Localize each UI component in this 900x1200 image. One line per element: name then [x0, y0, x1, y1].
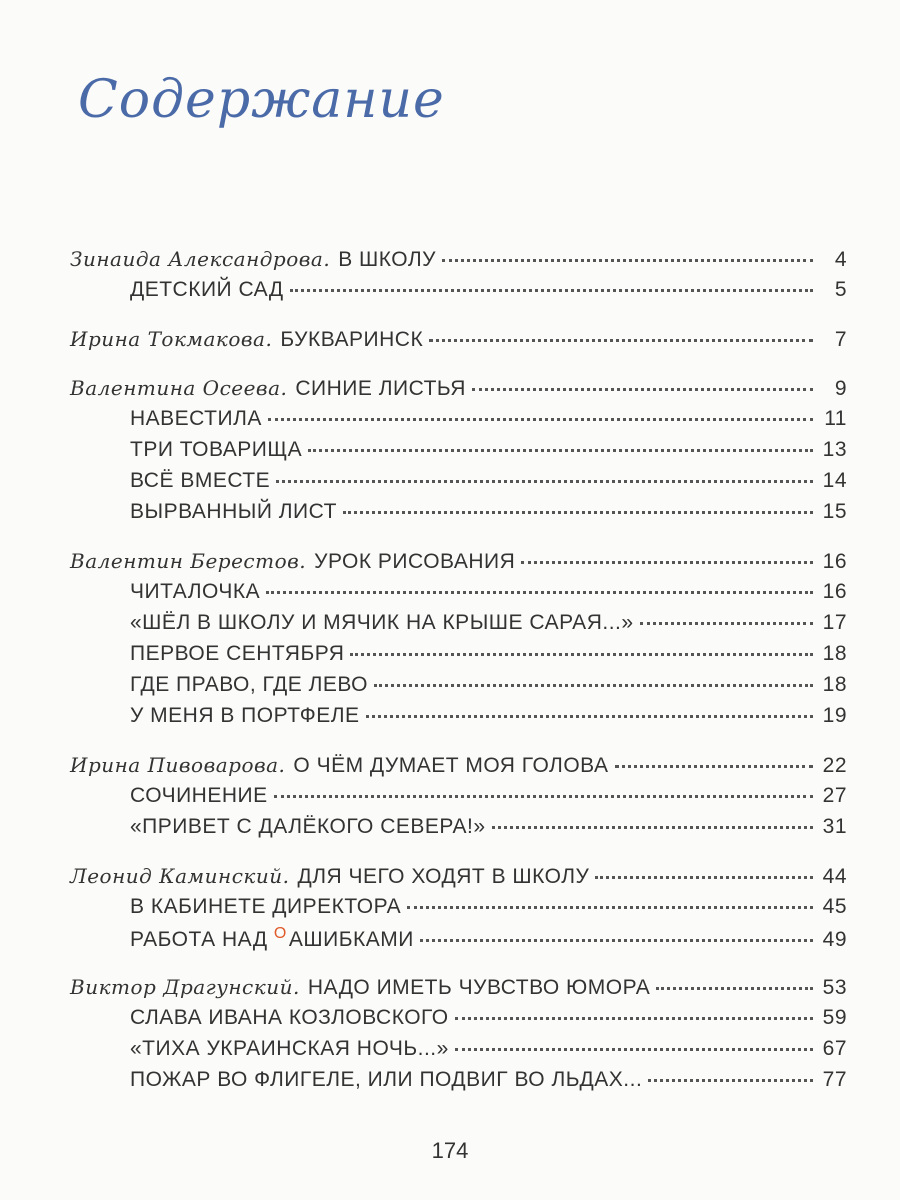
toc-title: НАВЕСТИЛА: [130, 407, 262, 430]
correction-mark: О: [273, 925, 287, 942]
toc-entry: [70, 327, 847, 358]
toc-entry: [70, 438, 847, 469]
toc-entry: [70, 704, 847, 735]
toc-page-number: 15: [822, 500, 847, 523]
toc-entry: [70, 278, 847, 309]
toc-title-part: АШИБКАМИ: [288, 928, 414, 951]
toc-page-number: 7: [834, 328, 847, 351]
toc-entry: [70, 815, 847, 846]
toc-author-group: [70, 753, 847, 846]
toc-page-number: 77: [822, 1068, 847, 1091]
toc-title: ТРИ ТОВАРИЩА: [130, 438, 303, 461]
toc-title: «ПРИВЕТ С ДАЛЁКОГО СЕВЕРА!»: [130, 815, 486, 838]
toc-title: В КАБИНЕТЕ ДИРЕКТОРА: [130, 895, 402, 918]
leader-dots: [656, 987, 813, 990]
toc-page-number: 44: [822, 865, 847, 888]
toc-page-number: 13: [822, 438, 847, 461]
leader-dots: [472, 388, 813, 391]
toc-title: УРОК РИСОВАНИЯ: [314, 550, 516, 573]
toc-entry: [70, 247, 847, 278]
toc-entry: [70, 864, 847, 895]
toc-author: Ирина Пивоварова.: [70, 753, 286, 777]
toc-author-group: [70, 247, 847, 309]
toc-title: БУКВАРИНСК: [280, 328, 424, 351]
toc-title: ГДЕ ПРАВО, ГДЕ ЛЕВО: [130, 673, 369, 696]
toc-page-number: 9: [834, 377, 847, 400]
toc-entry: [70, 753, 847, 784]
toc-page-number: 27: [822, 784, 847, 807]
leader-dots: [640, 622, 813, 625]
toc-page-number: 19: [822, 704, 847, 727]
toc-entry: [70, 784, 847, 815]
toc-entry: [70, 895, 847, 926]
toc-page-number: 4: [834, 248, 847, 271]
toc-entry: [70, 642, 847, 673]
toc-entry: [70, 673, 847, 704]
toc-page-number: 5: [834, 278, 847, 301]
toc-page-number: 67: [822, 1037, 847, 1060]
toc-page-number: 45: [822, 895, 847, 918]
toc-author: Валентина Осеева.: [70, 376, 288, 400]
leader-dots: [374, 684, 813, 687]
leader-dots: [455, 1017, 813, 1020]
toc-entry: [70, 611, 847, 642]
toc-page-number: 14: [822, 469, 847, 492]
leader-dots: [615, 765, 814, 768]
toc-author: Ирина Токмакова.: [70, 327, 273, 351]
toc-title: ЧИТАЛОЧКА: [130, 580, 261, 603]
toc-title: ВЫРВАННЫЙ ЛИСТ: [130, 500, 337, 523]
toc-entry: [70, 1037, 847, 1068]
toc-author-group: [70, 549, 847, 735]
toc-title: В ШКОЛУ: [338, 248, 436, 271]
toc-page-number: 18: [822, 642, 847, 665]
toc-page-number: 31: [822, 815, 847, 838]
toc-entry: [70, 500, 847, 531]
leader-dots: [308, 449, 813, 452]
page-title: Содержание: [78, 70, 445, 130]
toc-author: Валентин Берестов.: [70, 549, 307, 573]
leader-dots: [442, 259, 813, 262]
toc-page-number: 16: [822, 550, 847, 573]
toc-title-part: РАБОТА НАД: [130, 928, 274, 951]
toc-author: Леонид Каминский.: [70, 864, 290, 888]
toc-title: [130, 926, 414, 952]
leader-dots: [343, 511, 813, 514]
toc-page-number: 16: [822, 580, 847, 603]
leader-dots: [274, 795, 813, 798]
leader-dots: [366, 715, 813, 718]
leader-dots: [648, 1079, 813, 1082]
toc-title: СОЧИНЕНИЕ: [130, 784, 268, 807]
leader-dots: [276, 480, 813, 483]
toc-entry: [70, 580, 847, 611]
toc-title: СЛАВА ИВАНА КОЗЛОВСКОГО: [130, 1006, 449, 1029]
toc-title: О ЧЁМ ДУМАЕТ МОЯ ГОЛОВА: [293, 754, 609, 777]
table-of-contents: [70, 247, 847, 1117]
toc-title: СИНИЕ ЛИСТЬЯ: [295, 377, 466, 400]
toc-entry: [70, 376, 847, 407]
toc-entry: [70, 549, 847, 580]
toc-author-group: [70, 327, 847, 358]
toc-page-number: 59: [822, 1006, 847, 1029]
toc-page-number: 53: [822, 976, 847, 999]
page-number: 174: [431, 1138, 469, 1163]
toc-page-number: 11: [824, 407, 847, 430]
toc-page-number: 17: [822, 611, 847, 634]
leader-dots: [350, 653, 813, 656]
leader-dots: [420, 939, 813, 942]
leader-dots: [268, 418, 813, 421]
toc-page-number: 18: [822, 673, 847, 696]
toc-author-group: [70, 864, 847, 957]
leader-dots: [492, 826, 813, 829]
toc-entry: [70, 1006, 847, 1037]
toc-entry: [70, 975, 847, 1006]
leader-dots: [455, 1048, 813, 1051]
toc-author-group: [70, 975, 847, 1099]
toc-title: «ШЁЛ В ШКОЛУ И МЯЧИК НА КРЫШЕ САРАЯ...»: [130, 611, 634, 634]
toc-entry: [70, 1068, 847, 1099]
toc-author: Зинаида Александрова.: [70, 247, 331, 271]
toc-page-number: 22: [822, 754, 847, 777]
toc-title: ПЕРВОЕ СЕНТЯБРЯ: [130, 642, 345, 665]
toc-page-number: 49: [822, 928, 847, 951]
toc-title: ВСЁ ВМЕСТЕ: [130, 469, 271, 492]
toc-title: ДЕТСКИЙ САД: [130, 278, 284, 301]
leader-dots: [595, 876, 813, 879]
toc-author: Виктор Драгунский.: [70, 975, 300, 999]
toc-title: ПОЖАР ВО ФЛИГЕЛЕ, ИЛИ ПОДВИГ ВО ЛЬДАХ...: [130, 1068, 643, 1091]
toc-title: У МЕНЯ В ПОРТФЕЛЕ: [130, 704, 360, 727]
toc-entry: [70, 469, 847, 500]
toc-title: ДЛЯ ЧЕГО ХОДЯТ В ШКОЛУ: [297, 865, 590, 888]
toc-title: НАДО ИМЕТЬ ЧУВСТВО ЮМОРА: [307, 976, 651, 999]
leader-dots: [290, 289, 813, 292]
leader-dots: [521, 561, 813, 564]
toc-title: «ТИХА УКРАИНСКАЯ НОЧЬ...»: [130, 1037, 449, 1060]
toc-author-group: [70, 376, 847, 531]
toc-entry: [70, 926, 847, 957]
leader-dots: [266, 591, 813, 594]
leader-dots: [429, 339, 813, 342]
leader-dots: [407, 906, 813, 909]
toc-entry: [70, 407, 847, 438]
